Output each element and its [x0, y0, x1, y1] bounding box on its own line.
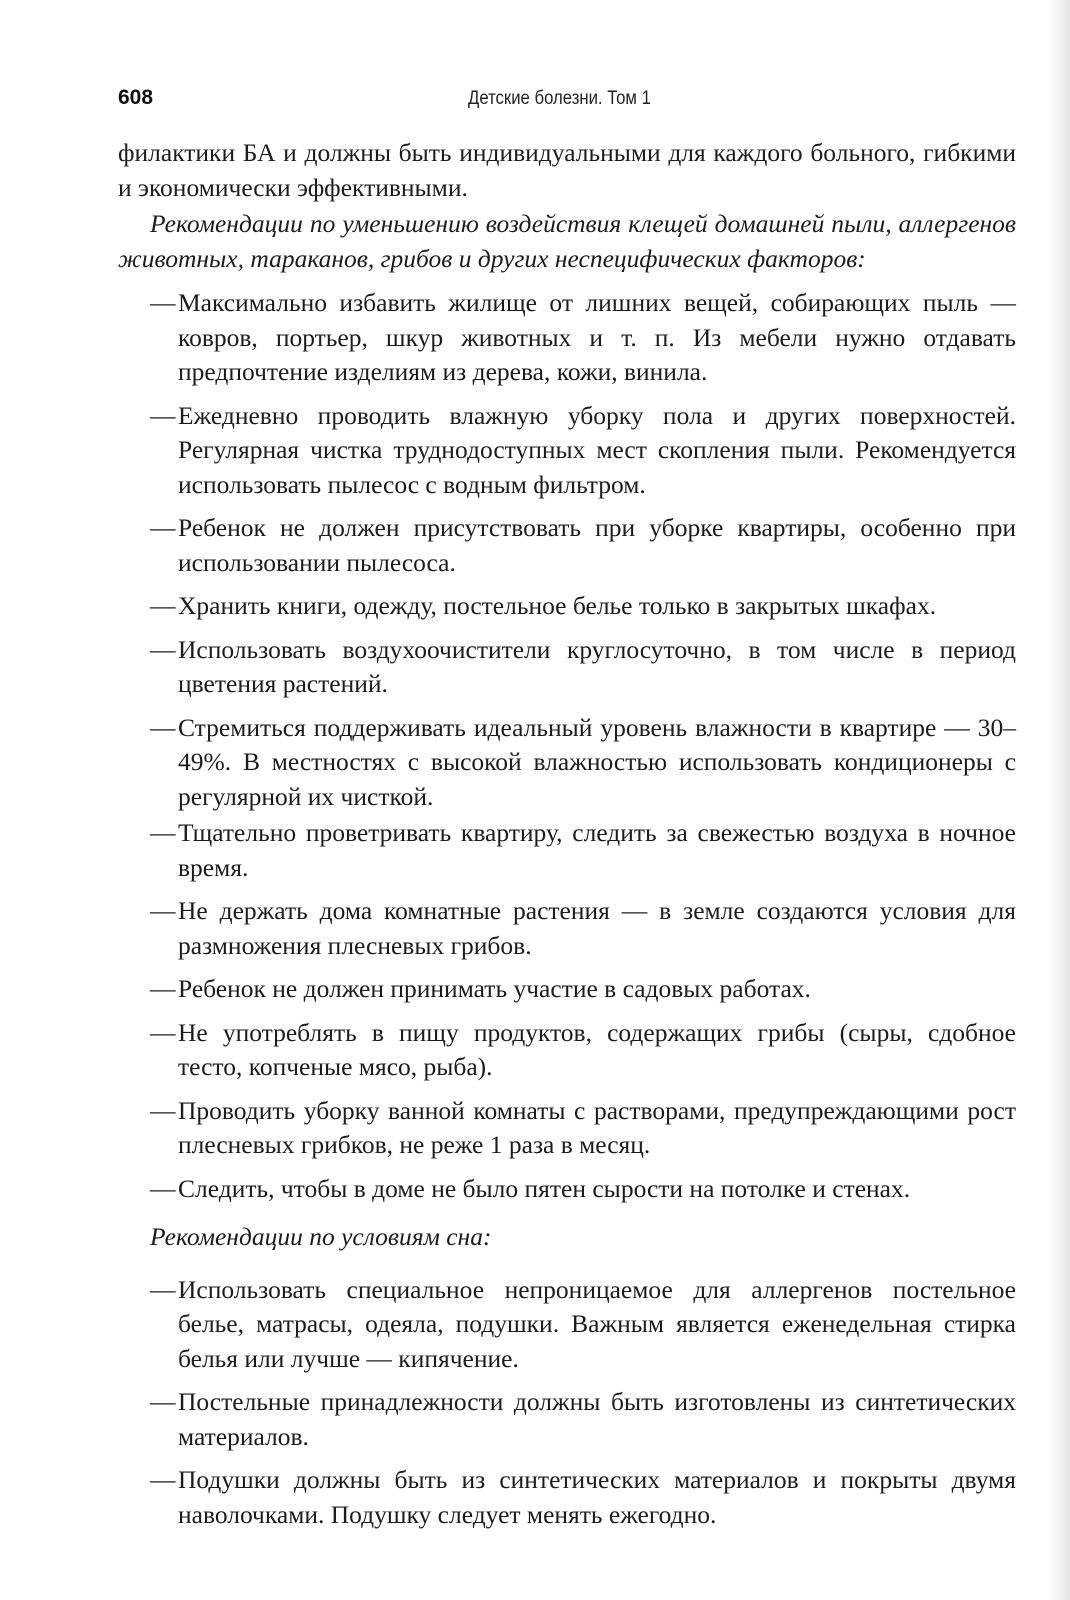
running-title: Детские болезни. Том 1	[468, 88, 651, 109]
recommendations-heading-2: Рекомендации по условиям сна:	[150, 1222, 492, 1251]
dash-bullet: —	[150, 634, 176, 664]
list-item	[118, 972, 1016, 1007]
list-item-text: Хранить книги, одежду, постельное белье только в закрытых шкафах.	[178, 591, 937, 620]
list-item-text: Тщательно проветривать квартиру, следить за свежестью воздуха в ночное время.	[178, 818, 1016, 882]
list-item	[118, 399, 1016, 503]
list-item-text: Максимально избавить жилище от лишних вещей, собирающих пыль — ковров, портьер, шкур животных и т. п. Из мебели нужно отдавать предпочтение изделиям из дерева, кожи, винила.	[178, 288, 1016, 386]
list-item-text: Ежедневно проводить влажную уборку пола и других поверхностей. Регулярная чистка труднодоступных мест скопления пыли. Рекомендуется использовать пылесос с водным фильтром.	[178, 400, 1016, 499]
list-item-text: Стремиться поддерживать идеальный уровень влажности в квартире — 30–49%. В местностях с высокой влажностью использовать кондиционеры с регулярной их чисткой.	[178, 712, 1016, 811]
list-item	[118, 1273, 1016, 1377]
dash-bullet: —	[150, 896, 176, 925]
body-text	[118, 136, 1016, 1541]
page-header	[118, 86, 1038, 116]
page-edge-shadow	[1048, 0, 1070, 1600]
list-item-text: Не употреблять в пищу продуктов, содержащих грибы (сыры, сдобное тесто, копченые мясо, рыба).	[178, 1017, 1016, 1081]
dash-bullet: —	[150, 1173, 176, 1203]
list-item	[118, 894, 1016, 963]
dash-bullet: —	[150, 712, 176, 742]
recommendations-list-1	[118, 286, 1016, 1206]
list-item	[118, 286, 1016, 390]
dash-bullet: —	[150, 1274, 176, 1304]
list-item-text: Проводить уборку ванной комнаты с растворами, предупреждающими рост плесневых грибков, не реже 1 раза в месяц.	[178, 1095, 1016, 1159]
recommendations-heading-1: Рекомендации по уменьшению воздействия клещей домашней пыли, аллергенов животных, тараканов, грибов и других неспецифических факторов:	[118, 209, 1016, 273]
list-item-text: Использовать воздухоочистители круглосуточно, в том числе в период цветения растений.	[178, 634, 1016, 698]
list-item-text: Ребенок не должен принимать участие в садовых работах.	[178, 974, 811, 1003]
list-item	[118, 633, 1016, 702]
list-item-text: Следить, чтобы в доме не было пятен сырости на потолке и стенах.	[178, 1173, 911, 1203]
list-item	[118, 1094, 1016, 1163]
list-item-text: Постельные принадлежности должны быть изготовлены из синтетических материалов.	[178, 1387, 1016, 1451]
list-item	[118, 816, 1016, 885]
dash-bullet: —	[150, 1387, 176, 1416]
dash-bullet: —	[150, 400, 176, 430]
list-item-text: Не держать дома комнатные растения — в земле создаются условия для размножения плесневых грибов.	[178, 896, 1016, 960]
dash-bullet: —	[150, 818, 176, 847]
list-item-text: Ребенок не должен присутствовать при уборке квартиры, особенно при использовании пылесоса.	[178, 513, 1016, 577]
list-item-text: Использовать специальное непроницаемое для аллергенов постельное белье, матрасы, одеяла, подушки. Важным является еженедельная стирка белья или лучше — кипячение.	[178, 1274, 1016, 1373]
list-item	[118, 711, 1016, 815]
dash-bullet: —	[150, 1017, 176, 1047]
list-item	[118, 1385, 1016, 1454]
dash-bullet: —	[150, 1465, 176, 1494]
dash-bullet: —	[150, 591, 176, 620]
recommendations-list-2	[118, 1273, 1016, 1533]
list-item	[118, 1172, 1016, 1207]
list-item-text: Подушки должны быть из синтетических материалов и покрыты двумя наволочками. Подушку следует менять ежегодно.	[178, 1465, 1016, 1529]
dash-bullet: —	[150, 974, 176, 1003]
list-item	[118, 511, 1016, 580]
list-item	[118, 589, 1016, 624]
dash-bullet: —	[150, 513, 176, 542]
list-item	[118, 1016, 1016, 1085]
list-item	[118, 1463, 1016, 1532]
intro-paragraph: филактики БА и должны быть индивидуальными для каждого больного, гибкими и экономически эффективными.	[118, 138, 1016, 202]
page-number: 608	[118, 86, 154, 109]
dash-bullet: —	[150, 288, 176, 317]
dash-bullet: —	[150, 1095, 176, 1125]
